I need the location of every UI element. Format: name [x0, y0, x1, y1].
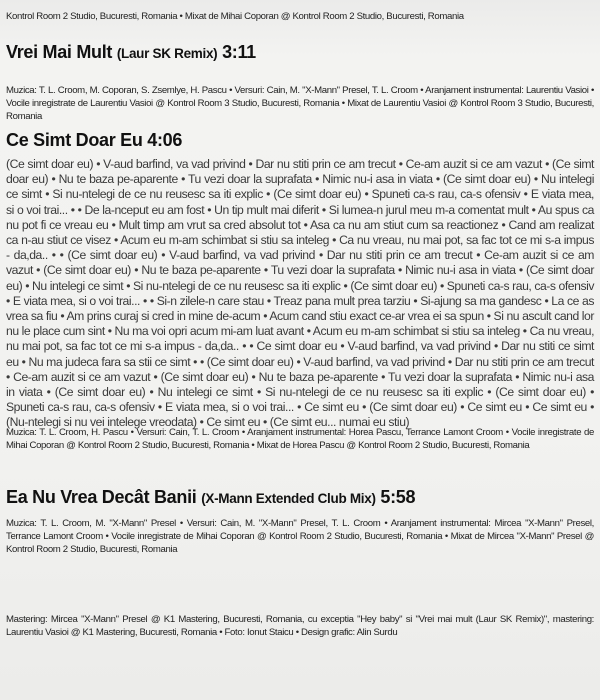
- track-title: Vrei Mai Mult: [6, 42, 113, 62]
- track-duration: 5:58: [380, 487, 416, 507]
- track-lyrics: (Ce simt doar eu) • V-aud barfind, va vad privind • Dar nu stiti prin ce am trecut • Ce-am auzit si ce am vazut • (Ce simt doar eu) • Nu te baza pe-aparente • Tu vezi doar la suprafata • Nimic nu-i asa in viata • (Ce simt doar eu) • Nu intelegi ce simt • Si nu-ntelegi de ce nu reusesc sa iti explic • (Ce simt doar eu) • Spuneti ca-s rau, ca-s ofensiv • E viata mea, si o voi trai... • • De la-nceput eu am fost • Un tip mult mai diferit • Si lumea-n jurul meu m-a comentat mult • Au spus ca nu pot fi ce vreau eu • Mult timp am vrut sa cred absolut tot • Asa ca nu am stiut cum sa reactionez • Cand am realizat ca n-au stiut ce visez • Acum eu m-am schimbat si stiu sa inteleg • Ca nu vreau, nu mai pot, sa fac tot ce mi s-a impus - da,da.. • • (Ce simt doar eu) • V-aud barfind, va vad privind • Dar nu stiti prin ce am trecut • Ce-am auzit si ce am vazut • (Ce simt doar eu) • Nu te baza pe-aparente • Tu vezi doar la suprafata • Nimic nu-i asa in viata • (Ce simt doar eu) • Nu intelegi ce simt • Si nu-ntelegi de ce nu reusesc sa iti explic • (Ce simt doar eu) • Spuneti ca-s rau, ca-s ofensiv • E viata mea, si o voi trai... • • Si-n zilele-n care stau • Treaz pana mult prea tarziu • Si-ajung sa ma gandesc • La ce as vrea sa fiu • Am prins curaj si cred in mine de-acum • Acum cand stiu exact ce-ar vrea ei sa spun • Si nu ascult cand lor nu le place cum sint • Nu ma voi opri acum mi-am luat avant • Acum eu m-am schimbat si stiu sa inteleg • Ca nu vreau, nu mai pot, sa fac tot ce mi s-a impus - da,da.. • • Ce simt doar eu • V-aud barfind, va vad privind • Dar nu stiti ce simt eu • Nu ma judeca fara sa stii ce simt • • (Ce simt doar eu) • V-aud barfind, va vad privind • Dar nu stiti prin ce am trecut • Ce-am auzit si ce am vazut • (Ce simt doar eu) • Nu te baza pe-aparente • Tu vezi doar la suprafata • Nimic nu-i asa in viata • (Ce simt doar eu) • Nu intelegi ce simt • Si nu-ntelegi de ce nu reusesc sa iti explic • (Ce simt doar eu) • Spuneti ca-s rau, ca-s ofensiv • E viata mea, si o voi trai... • Ce simt eu • (Ce simt doar eu) • Ce simt eu • Ce simt eu • (Nu-ntelegi si nu vei intelege vreodata) • Ce simt eu • (Ce simt eu... numai eu stiu): [6, 157, 594, 430]
- track-subtitle: (X-Mann Extended Club Mix): [201, 491, 376, 506]
- track-duration: 4:06: [147, 130, 183, 150]
- track-credits: Muzica: T. L. Croom, M. "X-Mann" Presel • Versuri: Cain, M. "X-Mann" Presel, T. L. Croom • Aranjament instrumental: Mircea "X-Mann" Presel, Terrance Lamont Croom • Vocile inregistrate de Mihai Coporan @ Kontrol Room 2 Studio, Bucuresti, Romania • Mixat de Mircea "X-Mann" Presel @ Kontrol Room 2 Studio, Bucuresti, Romania: [6, 518, 594, 555]
- top-credits: Kontrol Room 2 Studio, Bucuresti, Romania • Mixat de Mihai Coporan @ Kontrol Room 2 Studio, Bucuresti, Romania: [6, 11, 464, 22]
- track-title: Ce Simt Doar Eu: [6, 130, 143, 150]
- mastering-credits: Mastering: Mircea "X-Mann" Presel @ K1 Mastering, Bucuresti, Romania, cu exceptia "Hey baby" si "Vrei mai mult (Laur SK Remix)", mastering: Laurentiu Vasioi @ K1 Mastering, Bucuresti, Romania • Foto: Ionut Staicu • Design grafic: Alin Surdu: [6, 614, 594, 638]
- track-title-vrei-mai-mult: [6, 42, 594, 63]
- track-subtitle: (Laur SK Remix): [116, 46, 218, 61]
- track-title-ea-nu-vrea-decat-banii: [6, 487, 594, 508]
- track-duration: 3:11: [222, 42, 256, 62]
- track-title-ce-simt-doar-eu: [6, 130, 594, 151]
- track-credits: Muzica: T. L. Croom, M. Coporan, S. Zsemlye, H. Pascu • Versuri: Cain, M. "X-Mann" Presel, T. L. Croom • Aranjament instrumental: Laurentiu Vasioi • Vocile inregistrate de Laurentiu Vasioi @ Kontrol Room 3 Studio, Bucuresti, Romania • Mixat de Laurentiu Vasioi @ Kontrol Room 3 Studio, Bucuresti, Romania: [6, 85, 594, 122]
- track-title: Ea Nu Vrea Decât Banii: [6, 487, 197, 507]
- track-credits: Muzica: T. L. Croom, H. Pascu • Versuri: Cain, T. L. Croom • Aranjament instrumental: Horea Pascu, Terrance Lamont Croom • Vocile inregistrate de Mihai Coporan @ Kontrol Room 2 Studio, Bucuresti, Romania • Mixat de Horea Pascu @ Kontrol Room 2 Studio, Bucuresti, Romania: [6, 427, 594, 451]
